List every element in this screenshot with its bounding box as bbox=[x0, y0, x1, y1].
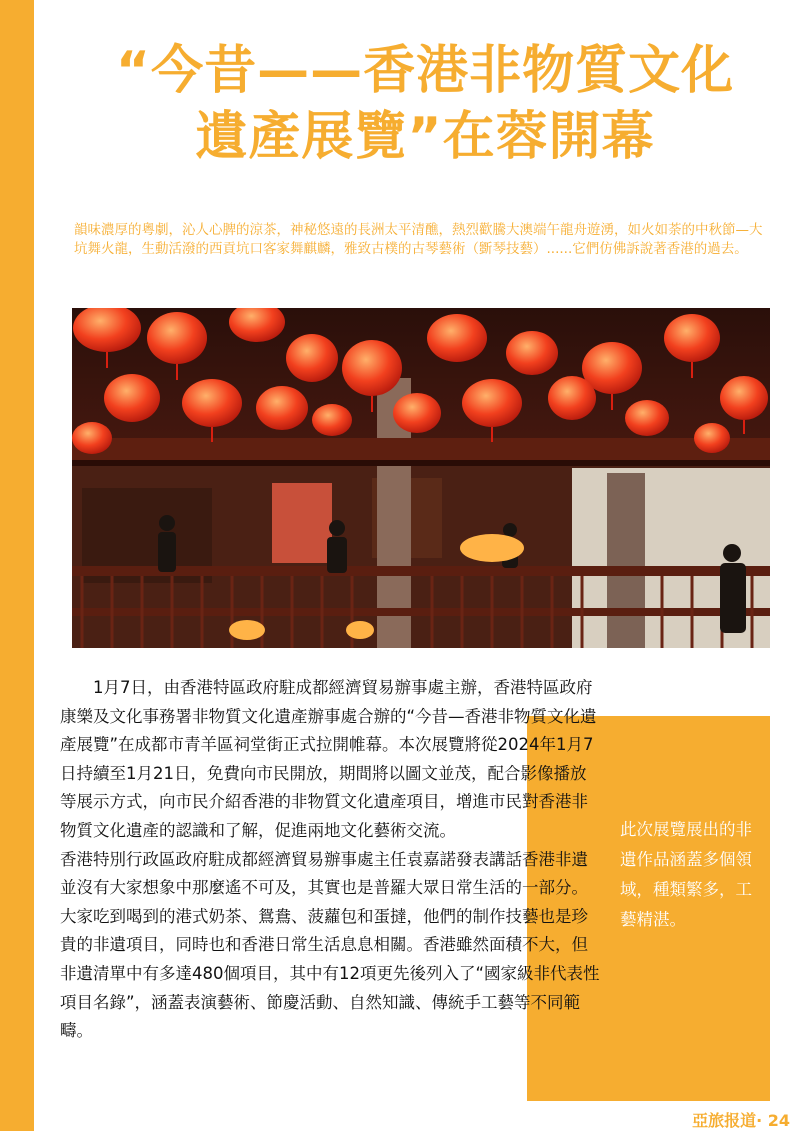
article-title bbox=[60, 38, 790, 170]
title-line-1: “今昔——香港非物質文化 bbox=[115, 41, 735, 101]
exhibition-photo bbox=[72, 308, 770, 648]
page-number: · 24 bbox=[756, 1111, 790, 1130]
body-paragraph-1: 1月7日，由香港特區政府駐成都經濟貿易辦事處主辦，香港特區政府康樂及文化事務署非物質文化遺產辦事處合辦的“今昔—香港非物質文化遺產展覽”在成都市青羊區祠堂街正式拉開帷幕。本次展覽將從2024年1月7日持續至1月21日，免費向市民開放，期間將以圖文並茂，配合影像播放等展示方式，向市民介紹香港的非物質文化遺產項目，增進市民對香港非物質文化遺產的認識和了解，促進兩地文化藝術交流。 bbox=[60, 678, 597, 840]
page-footer bbox=[692, 1108, 790, 1131]
publication-name: 亞旅报道 bbox=[692, 1111, 757, 1130]
article-body bbox=[60, 674, 600, 1046]
body-paragraph-2: 香港特別行政區政府駐成都經濟貿易辦事處主任袁嘉諾發表講話香港非遺並沒有大家想象中那麼遙不可及，其實也是普羅大眾日常生活的一部分。大家吃到喝到的港式奶茶、鴛鴦、菠蘿包和蛋撻，他們的制作技藝也是珍貴的非遺項目，同時也和香港日常生活息息相關。香港雖然面積不大，但非遺清單中有多達480個項目，其中有12項更先後列入了“國家級非代表性項目名錄”，涵蓋表演藝術、節慶活動、自然知識、傳統手工藝等不同範疇。 bbox=[60, 849, 600, 1041]
article-intro: 韻味濃厚的粵劇，沁人心脾的涼茶，神秘悠遠的長洲太平清醮，熱烈歡騰大澳端午龍舟遊湧，如火如荼的中秋節—大坑舞火龍，生動活潑的西貢坑口客家舞麒麟，雅致古樸的古琴藝術（斵琴技藝）......它們仿佛訴說著香港的過去。 bbox=[74, 222, 763, 257]
left-accent-bar bbox=[0, 0, 34, 1131]
sidebar-quote: 此次展覽展出的非遺作品涵蓋多個領域，種類繁多，工藝精湛。 bbox=[620, 820, 752, 929]
title-line-2: 遺產展覽”在蓉開幕 bbox=[195, 107, 655, 167]
